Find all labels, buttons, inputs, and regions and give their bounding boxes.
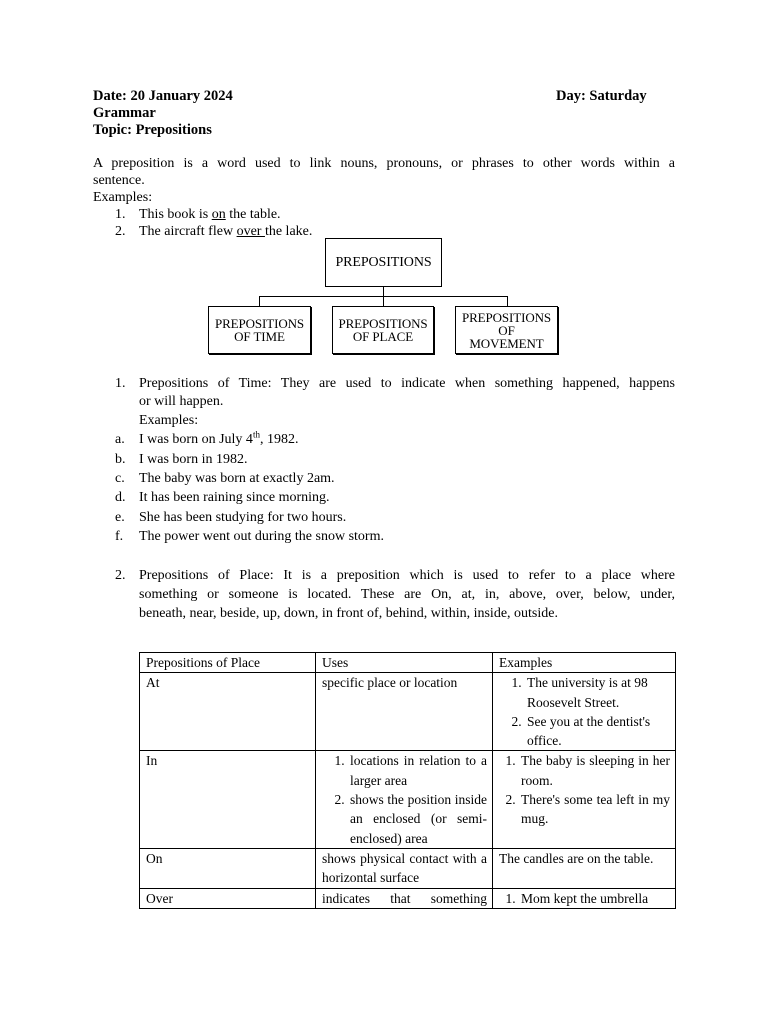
list-letter: b.: [115, 452, 126, 467]
example-text: It has been raining since morning.: [139, 490, 330, 505]
example-text: This book is on the table.: [139, 207, 281, 222]
prepositions-of-place-table: [139, 652, 676, 909]
table-cell-preposition: At: [140, 673, 316, 751]
time-examples-label: Examples:: [139, 413, 199, 428]
example-text: The aircraft flew over the lake.: [139, 224, 313, 239]
list-letter: f.: [115, 529, 124, 544]
table-header-row: [140, 653, 676, 673]
time-example: [115, 451, 248, 468]
chart-root-label: PREPOSITIONS: [335, 255, 432, 270]
subject-label: Grammar: [93, 105, 156, 121]
place-section-line-2: something or someone is located. These are On, at, in, above, over, below, under,: [139, 587, 675, 602]
list-item: 1. The university is at 98 Roosevelt Street.: [525, 673, 670, 712]
table-cell-preposition: In: [140, 751, 316, 848]
table-cell-use: indicates that something: [316, 888, 493, 908]
time-example: [115, 489, 330, 506]
chart-root-box: [325, 238, 442, 287]
example-text: The baby was born at exactly 2am.: [139, 471, 335, 486]
time-example: [115, 470, 335, 487]
list-item: 2. See you at the dentist's office.: [525, 712, 670, 751]
chart-connector: [259, 296, 260, 306]
topic-label: Topic: Prepositions: [93, 122, 212, 138]
list-letter: a.: [115, 432, 125, 447]
example-text: I was born in 1982.: [139, 452, 248, 467]
table-cell-examples: [493, 888, 676, 908]
table-row: [140, 848, 676, 888]
list-item: 2. shows the position inside an enclosed (or semi-enclosed) area: [348, 790, 487, 848]
time-example: [115, 509, 347, 526]
table-cell-preposition: On: [140, 848, 316, 888]
list-number: 2.: [115, 224, 126, 239]
time-example: [115, 429, 299, 448]
list-item: 1. The baby is sleeping in her room.: [519, 751, 670, 790]
definition-line-2: sentence.: [93, 173, 145, 188]
example-text: I was born on July 4th, 1982.: [139, 429, 299, 447]
table-header-cell: Uses: [316, 653, 493, 673]
time-section-line-1: Prepositions of Time: They are used to indicate when something happened, happens: [139, 376, 675, 391]
table-header-cell: Prepositions of Place: [140, 653, 316, 673]
chart-box-time: [208, 306, 311, 354]
list-letter: d.: [115, 490, 126, 505]
chart-box-place: [332, 306, 434, 354]
table-cell-use: shows physical contact with a horizontal surface: [316, 848, 493, 888]
day-label: Day: Saturday: [556, 88, 647, 104]
chart-box-label: PREPOSITIONS OF MOVEMENT: [461, 309, 552, 351]
chart-box-movement: [455, 306, 558, 354]
table-cell-use: [316, 751, 493, 848]
chart-box-label: PREPOSITIONS OF TIME: [214, 316, 305, 344]
list-letter: c.: [115, 471, 125, 486]
table-row: [140, 673, 676, 751]
intro-examples-label: Examples:: [93, 190, 153, 205]
list-item: 1. locations in relation to a larger area: [348, 751, 487, 790]
table-cell-examples: The candles are on the table.: [493, 848, 676, 888]
time-section-number: 1.: [115, 376, 126, 391]
table-row: [140, 888, 676, 908]
table-cell-use: specific place or location: [316, 673, 493, 751]
chart-connector: [259, 296, 508, 297]
definition-line-1: A preposition is a word used to link nouns, pronouns, or phrases to other words within a: [93, 156, 675, 171]
example-text: The power went out during the snow storm.: [139, 529, 384, 544]
example-text: She has been studying for two hours.: [139, 510, 347, 525]
chart-box-label: PREPOSITIONS OF PLACE: [338, 316, 428, 344]
list-number: 1.: [115, 207, 126, 222]
list-item: 2. There's some tea left in my mug.: [519, 790, 670, 829]
place-section-number: 2.: [115, 568, 126, 583]
table-cell-examples: [493, 673, 676, 751]
time-section-line-2: or will happen.: [139, 394, 224, 409]
chart-connector: [507, 296, 508, 306]
date-label: Date: 20 January 2024: [93, 88, 233, 104]
table-row: [140, 751, 676, 848]
list-item: 1. Mom kept the umbrella: [519, 889, 670, 908]
place-section-line-1: Prepositions of Place: It is a preposition which is used to refer to a place where: [139, 568, 675, 583]
table-cell-examples: [493, 751, 676, 848]
time-example: [115, 528, 384, 545]
table-header-cell: Examples: [493, 653, 676, 673]
place-section-line-3: beneath, near, beside, up, down, in front of, behind, within, inside, outside.: [139, 606, 558, 621]
table-cell-preposition: Over: [140, 888, 316, 908]
intro-example: [115, 223, 313, 240]
intro-example: [115, 206, 281, 223]
list-letter: e.: [115, 510, 125, 525]
